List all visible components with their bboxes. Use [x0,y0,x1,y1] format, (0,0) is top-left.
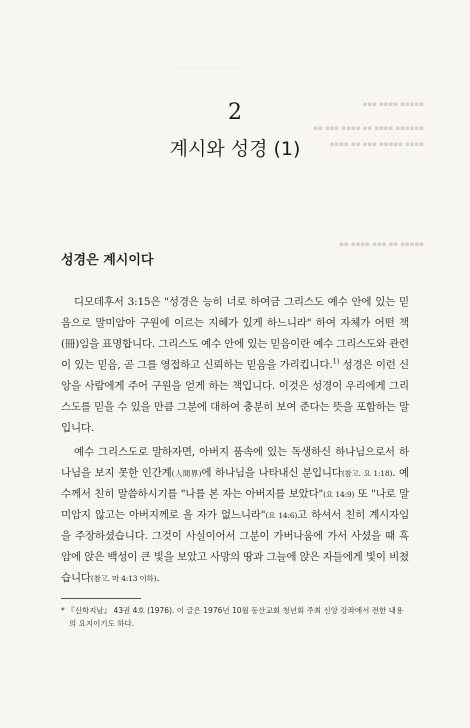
paragraph-text: . [156,572,160,584]
running-head: · · · · · · · · · · · · · · · · · [175,66,238,73]
paragraph-text: 성경은 이런 신앙을 사람에게 주어 구원을 얻게 하는 책입니다. 이것은 성경이 우리에게 그리스도를 믿을 수 있을 만큼 그분에 대하여 충분히 보여 준다는 뜻을 포함하는 말입니다. [61,359,409,434]
paragraph-text: 고 하셔서 친히 계시자임을 주장하셨습니다. 그것이 사실이어서 그분이 가버나움에 가서 사셨을 때 흑암에 앉은 백성이 큰 빛을 보았고 사망의 땅과 그늘에 앉은 자들에게 빛이 비쳤습니다 [61,509,410,584]
body-text [61,292,409,589]
paragraph [61,442,409,589]
chapter-title: 계시와 성경 (1) [169,138,301,160]
scripture-reference: (요 14:9) [323,490,355,499]
scripture-reference: (참고. 요 1:18) [341,469,393,478]
footnote-marker: 1) [332,357,340,366]
chapter-number: 2 [228,100,242,125]
bleed-through-line: ▪▪▪ ▪▪▪▪ ▪▪▪▪▪ [362,100,424,108]
bleed-through-line: ▪▪ ▪▪▪ ▪▪▪▪ ▪▪ ▪▪▪▪ ▪▪▪▪▪▪ [313,124,424,132]
paragraph-text: 디모데후서 3:15은 "성경은 능히 너로 하여금 그리스도 예수 안에 있는 믿음으로 말미암아 구원에 이르는 지혜가 있게 하느니라" 하여 자체가 어떤 책(冊)임을 표명합니다. 그리스도 예수 안에 있는 믿음이란 예수 그리스도와 관련이 있는 믿음, 곧 그를 영접하고 신뢰하는 믿음을 가리킵니다. [61,296,409,371]
paragraph-text: 에 하나님을 나타내신 분입니다 [201,467,342,479]
footnote: * 『신학지남』 43권 4호 (1976). 이 글은 1976년 10월 동산교회 청년회 주최 신앙 강좌에서 전한 내용의 요지이기도 하다. [61,606,404,628]
section-heading: 성경은 계시이다 [61,253,154,268]
paragraph-text: . 예수께서 친히 말씀하시기를 "나를 본 자는 아버지를 보았다" [61,467,409,500]
paragraph [61,292,409,439]
paragraph-text: 예수 그리스도로 말하자면, 아버지 품속에 있는 독생하신 하나님으로서 하나님을 보지 못한 인간계 [61,446,409,479]
footnote-divider [61,598,141,599]
bleed-through-line: ▪▪▪▪ ▪▪ ▪▪▪ ▪▪▪▪▪ ▪▪▪▪ [329,140,424,148]
scripture-reference: (참고. 마 4:13 이하) [90,574,157,583]
paragraph-text: 또 "나로 말미암지 않고는 아버지께로 올 자가 없느니라" [61,488,409,521]
scripture-reference: (요 14:6) [265,511,298,520]
hanja-gloss: (人間界) [171,469,202,478]
bleed-through-line: ▪▪ ▪▪▪▪ ▪▪▪ ▪▪ ▪▪▪▪▪ [339,240,424,248]
